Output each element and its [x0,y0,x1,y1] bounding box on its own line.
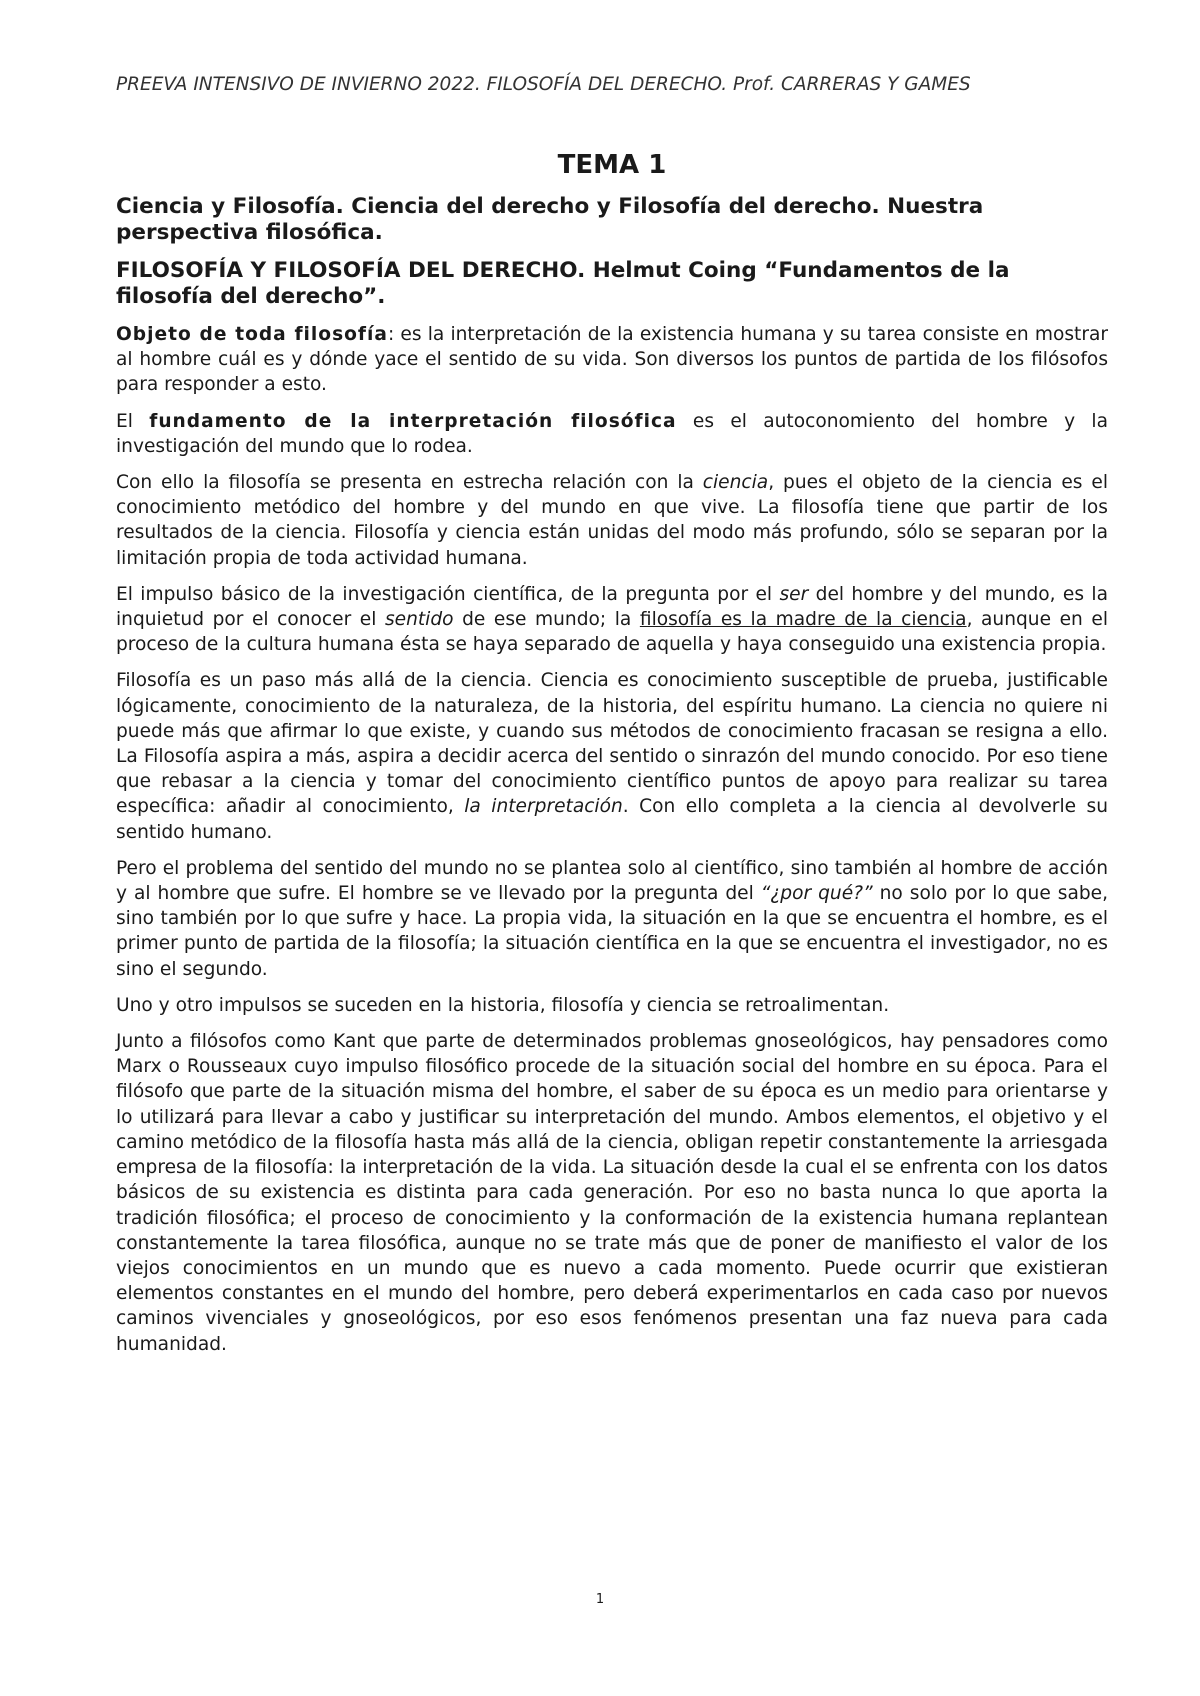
paragraph-2-text-b: es el autoconomiento del hombre y la investigación del mundo que lo rodea. [116,410,1108,457]
paragraph-3 [116,470,1108,571]
paragraph-5-italic: la interpretación [464,796,623,818]
page-title: TEMA 1 [557,150,667,180]
paragraph-1-text: : es la interpretación de la existencia humana y su tarea consiste en mostrar al hombre cuál es y dónde yace el sentido de su vida. Son diversos los puntos de partida de los filósofos para responder a esto. [116,324,1108,396]
paragraph-3-text-a: Con ello la filosofía se presenta en estrecha relación con la [116,472,703,494]
paragraph-6-text-a: Pero el problema del sentido del mundo no se plantea solo al científico, sino también al hombre de acción y al hombre que sufre. El hombre se ve llevado por la pregunta del [116,857,1108,905]
paragraph-4-text-d: , aunque en el proceso de la cultura humana ésta se haya separado de aquella y haya conseguido una existencia propia. [116,609,1108,656]
running-header: PREEVA INTENSIVO DE INVIERNO 2022. FILOSOFÍA DEL DERECHO. Prof. CARRERAS Y GAMES [116,74,971,95]
paragraph-3-italic: ciencia [702,472,769,494]
paragraph-1 [116,322,1108,398]
paragraph-2-text-a: El [116,410,150,432]
document-body [116,194,1108,1368]
paragraph-4-text-b: del hombre y del mundo, es la inquietud por el conocer el [116,583,1108,631]
paragraph-2-bold: fundamento de la interpretación filosófica [149,410,677,432]
paragraph-2 [116,409,1108,459]
paragraph-6-text-b: no solo por lo que sabe, sino también por lo que sufre y hace. La propia vida, la situación en la que se encuentra el hombre, es el primer punto de partida de la filosofía; la situación científica en la que se encuentra el investigador, no es sino el segundo. [116,883,1108,980]
paragraph-8: Junto a filósofos como Kant que parte de determinados problemas gnoseológicos, hay pensadores como Marx o Rousseaux cuyo impulso filosófico procede de la situación social del hombre en su época. Para el filósofo que parte de la situación misma del hombre, el saber de su época es un medio para orientarse y lo utilizará para llevar a cabo y justificar su interpretación del mundo. Ambos elementos, el objetivo y el camino metódico de la filosofía hasta más allá de la ciencia, obligan repetir constantemente la arriesgada empresa de la filosofía: la interpretación de la vida. La situación desde la cual el se enfrenta con los datos básicos de su existencia es distinta para cada generación. Por eso no basta nunca lo que aporta la tradición filosófica; el proceso de conocimiento y la conformación de la existencia humana replantean constantemente la tarea filosófica, aunque no se trate más que de poner de manifiesto el valor de los viejos conocimientos en un mundo que es nuevo a cada momento. Puede ocurrir que existieran elementos constantes en el mundo del hombre, pero deberá experimentarlos en cada caso por nuevos caminos vivenciales y gnoseológicos, por eso esos fenómenos presentan una faz nueva para cada humanidad. [116,1031,1108,1355]
paragraph-6-italic: “¿por qué?” [760,883,873,905]
section-subtitle-1: Ciencia y Filosofía. Ciencia del derecho y Filosofía del derecho. Nuestra perspectiva filosófica. [116,194,984,245]
paragraph-4-text-c: de ese mundo; la [453,609,640,631]
paragraph-4-italic-1: ser [779,583,809,605]
paragraph-5-text-a: Filosofía es un paso más allá de la ciencia. Ciencia es conocimiento susceptible de prueba, justificable lógicamente, conocimiento de la naturaleza, de la historia, del espíritu humano. La ciencia no quiere ni puede más que afirmar lo que existe, y cuando sus métodos de conocimiento fracasan se resigna a ello. La Filosofía aspira a más, aspira a decidir acerca del sentido o sinrazón del mundo conocido. Por eso tiene que rebasar a la ciencia y tomar del conocimiento científico puntos de apoyo para realizar su tarea específica: añadir al conocimiento, [116,670,1108,818]
paragraph-4 [116,582,1108,658]
paragraph-4-text-a: El impulso básico de la investigación científica, de la pregunta por el [116,583,780,605]
paragraph-1-bold: Objeto de toda filosofía [116,324,388,345]
paragraph-4-underline: filosofía es la madre de la ciencia [639,609,967,631]
section-subtitle-2: FILOSOFÍA Y FILOSOFÍA DEL DERECHO. Helmut Coing “Fundamentos de la filosofía del derecho”. [116,258,1010,309]
page-number: 1 [595,1592,605,1607]
paragraph-7: Uno y otro impulsos se suceden en la historia, filosofía y ciencia se retroalimentan. [116,994,890,1016]
paragraph-6 [116,856,1108,982]
paragraph-4-italic-2: sentido [384,609,454,631]
paragraph-5-text-b: . Con ello completa a la ciencia al devolverle su sentido humano. [116,796,1109,843]
paragraph-5 [116,668,1108,844]
paragraph-3-text-b: , pues el objeto de la ciencia es el conocimiento metódico del hombre y del mundo en que vive. La filosofía tiene que partir de los resultados de la ciencia. Filosofía y ciencia están unidas del modo más profundo, sólo se separan por la limitación propia de toda actividad humana. [116,472,1108,569]
